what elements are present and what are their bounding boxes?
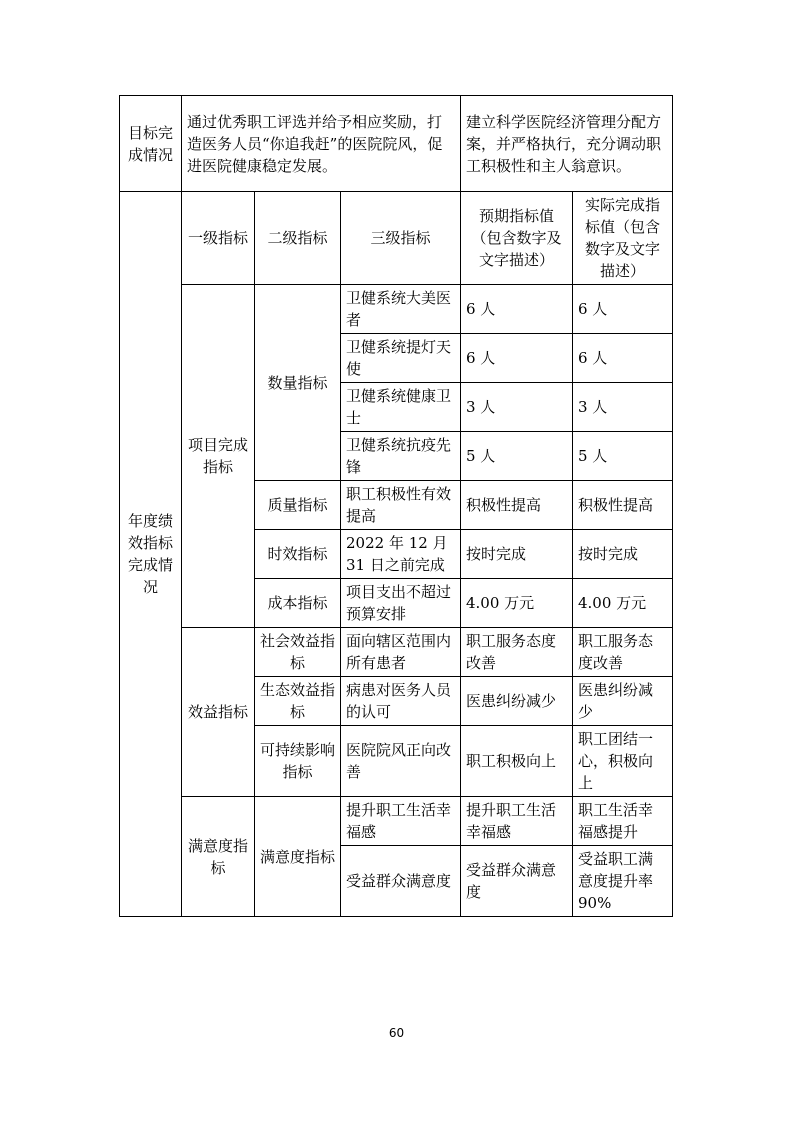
- expected-cell: 职工服务态度改善: [461, 628, 573, 677]
- expected-cell: 6 人: [461, 285, 573, 334]
- level3-cell: 受益群众满意度: [341, 846, 461, 917]
- goal-row: [120, 96, 673, 192]
- level3-cell: 2022 年 12 月 31 日之前完成: [341, 530, 461, 579]
- level3-cell: 卫健系统提灯天使: [341, 334, 461, 383]
- table-row: [120, 285, 673, 334]
- actual-cell: 职工团结一心，积极向上: [573, 726, 673, 797]
- actual-cell: 职工服务态度改善: [573, 628, 673, 677]
- social-label: 社会效益指标: [255, 628, 341, 677]
- table-row: [120, 797, 673, 846]
- quantity-label: 数量指标: [255, 285, 341, 481]
- expected-cell: 4.00 万元: [461, 579, 573, 628]
- actual-cell: 按时完成: [573, 530, 673, 579]
- actual-cell: 3 人: [573, 383, 673, 432]
- level3-cell: 项目支出不超过预算安排: [341, 579, 461, 628]
- quality-label: 质量指标: [255, 481, 341, 530]
- header-level3: 三级指标: [341, 192, 461, 285]
- level3-cell: 卫健系统抗疫先锋: [341, 432, 461, 481]
- expected-cell: 受益群众满意度: [461, 846, 573, 917]
- header-row: [120, 192, 673, 285]
- sustain-label: 可持续影响指标: [255, 726, 341, 797]
- actual-cell: 职工生活幸福感提升: [573, 797, 673, 846]
- actual-cell: 6 人: [573, 285, 673, 334]
- expected-cell: 积极性提高: [461, 481, 573, 530]
- timeliness-label: 时效指标: [255, 530, 341, 579]
- actual-cell: 受益职工满意度提升率 90%: [573, 846, 673, 917]
- level3-cell: 病患对医务人员的认可: [341, 677, 461, 726]
- actual-cell: 5 人: [573, 432, 673, 481]
- expected-cell: 提升职工生活幸福感: [461, 797, 573, 846]
- actual-cell: 6 人: [573, 334, 673, 383]
- level3-cell: 医院院风正向改善: [341, 726, 461, 797]
- expected-cell: 5 人: [461, 432, 573, 481]
- goal-right-text: 建立科学医院经济管理分配方案，并严格执行，充分调动职工积极性和主人翁意识。: [461, 96, 673, 192]
- expected-cell: 医患纠纷减少: [461, 677, 573, 726]
- perf-label: 年度绩效指标完成情况: [120, 192, 182, 917]
- actual-cell: 积极性提高: [573, 481, 673, 530]
- level3-cell: 卫健系统健康卫士: [341, 383, 461, 432]
- actual-cell: 医患纠纷减少: [573, 677, 673, 726]
- level3-cell: 提升职工生活幸福感: [341, 797, 461, 846]
- page-number: 60: [388, 1026, 405, 1040]
- project-label: 项目完成指标: [182, 285, 255, 628]
- satisfaction-l2-label: 满意度指标: [255, 797, 341, 917]
- level3-cell: 面向辖区范围内所有患者: [341, 628, 461, 677]
- expected-cell: 6 人: [461, 334, 573, 383]
- eco-label: 生态效益指标: [255, 677, 341, 726]
- satisfaction-label: 满意度指标: [182, 797, 255, 917]
- expected-cell: 职工积极向上: [461, 726, 573, 797]
- goal-left-text: 通过优秀职工评选并给予相应奖励，打造医务人员“你追我赶”的医院院风，促进医院健康稳定发展。: [182, 96, 461, 192]
- goal-label: 目标完成情况: [120, 96, 182, 192]
- expected-cell: 3 人: [461, 383, 573, 432]
- benefit-label: 效益指标: [182, 628, 255, 797]
- header-expected: 预期指标值（包含数字及文字描述）: [461, 192, 573, 285]
- performance-table: [119, 95, 673, 917]
- level3-cell: 职工积极性有效提高: [341, 481, 461, 530]
- header-level2: 二级指标: [255, 192, 341, 285]
- level3-cell: 卫健系统大美医者: [341, 285, 461, 334]
- actual-cell: 4.00 万元: [573, 579, 673, 628]
- table-row: [120, 628, 673, 677]
- header-level1: 一级指标: [182, 192, 255, 285]
- header-actual: 实际完成指标值（包含数字及文字描述）: [573, 192, 673, 285]
- cost-label: 成本指标: [255, 579, 341, 628]
- expected-cell: 按时完成: [461, 530, 573, 579]
